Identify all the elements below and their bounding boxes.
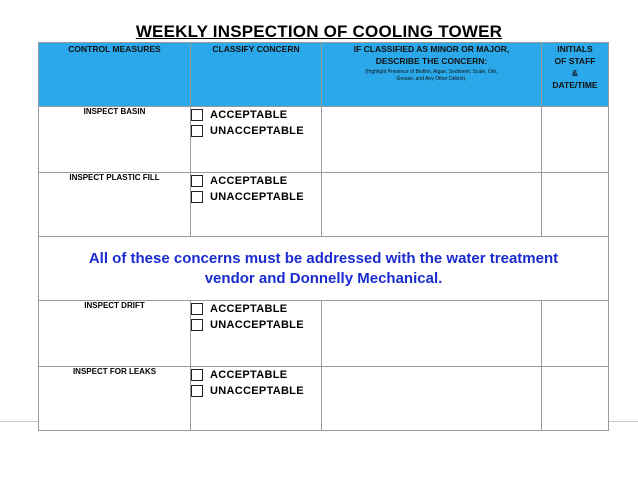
unacceptable-label: UNACCEPTABLE (210, 319, 304, 331)
unacceptable-checkbox[interactable] (191, 319, 203, 331)
inspection-row (39, 367, 609, 431)
inspection-row (39, 301, 609, 367)
acceptable-label: ACCEPTABLE (210, 303, 288, 315)
describe-hint-line2: Grease, and Any Other Debris). (396, 76, 467, 82)
acceptable-label: ACCEPTABLE (210, 175, 288, 187)
classify-cell (191, 301, 322, 367)
acceptable-option[interactable] (191, 367, 321, 383)
inspection-row (39, 107, 609, 173)
unacceptable-checkbox[interactable] (191, 191, 203, 203)
row-label-basin: INSPECT BASIN (39, 107, 191, 173)
initials-header-line3: & (571, 68, 579, 78)
classify-cell (191, 173, 322, 237)
row-label-plastic-fill: INSPECT PLASTIC FILL (39, 173, 191, 237)
row-label-leaks: INSPECT FOR LEAKS (39, 367, 191, 431)
describe-concern-cell[interactable] (322, 367, 542, 431)
acceptable-checkbox[interactable] (191, 175, 203, 187)
inspection-table (38, 42, 609, 431)
acceptable-checkbox[interactable] (191, 303, 203, 315)
classify-concern-header: CLASSIFY CONCERN (191, 43, 322, 107)
unacceptable-option[interactable] (191, 123, 321, 139)
notice-line1: All of these concerns must be addressed with the water treatment (88, 249, 559, 267)
row-label-drift: INSPECT DRIFT (39, 301, 191, 367)
acceptable-label: ACCEPTABLE (210, 109, 288, 121)
unacceptable-label: UNACCEPTABLE (210, 125, 304, 137)
initials-header-line2: OF STAFF (554, 56, 596, 66)
unacceptable-label: UNACCEPTABLE (210, 191, 304, 203)
acceptable-option[interactable] (191, 173, 321, 189)
unacceptable-option[interactable] (191, 383, 321, 399)
notice-text (39, 237, 609, 301)
acceptable-label: ACCEPTABLE (210, 369, 288, 381)
describe-concern-header (322, 43, 542, 107)
inspection-row (39, 173, 609, 237)
acceptable-option[interactable] (191, 107, 321, 123)
describe-hint (322, 69, 541, 83)
unacceptable-checkbox[interactable] (191, 385, 203, 397)
header-row (39, 43, 609, 107)
page-divider-left (0, 421, 38, 422)
control-measures-header: CONTROL MEASURES (39, 43, 191, 107)
describe-concern-cell[interactable] (322, 107, 542, 173)
notice-row (39, 237, 609, 301)
describe-header-line2: DESCRIBE THE CONCERN: (375, 56, 488, 66)
acceptable-checkbox[interactable] (191, 369, 203, 381)
initials-cell[interactable] (542, 107, 609, 173)
initials-cell[interactable] (542, 301, 609, 367)
initials-header-line4: DATE/TIME (552, 80, 598, 90)
describe-concern-cell[interactable] (322, 301, 542, 367)
unacceptable-checkbox[interactable] (191, 125, 203, 137)
form-title: WEEKLY INSPECTION OF COOLING TOWER (135, 22, 503, 41)
notice-line2: vendor and Donnelly Mechanical. (204, 269, 443, 287)
describe-concern-cell[interactable] (322, 173, 542, 237)
describe-hint-line1: (Highlight Presence of Biofilm, Algae, Sediment, Scale, Oils, (365, 69, 498, 75)
unacceptable-option[interactable] (191, 189, 321, 205)
acceptable-checkbox[interactable] (191, 109, 203, 121)
unacceptable-option[interactable] (191, 317, 321, 333)
initials-cell[interactable] (542, 173, 609, 237)
describe-header-line1: IF CLASSIFIED AS MINOR OR MAJOR, (353, 44, 510, 54)
classify-cell (191, 107, 322, 173)
initials-cell[interactable] (542, 367, 609, 431)
initials-header-line1: INITIALS (557, 44, 593, 54)
unacceptable-label: UNACCEPTABLE (210, 385, 304, 397)
acceptable-option[interactable] (191, 301, 321, 317)
page-divider-right (608, 421, 638, 422)
classify-cell (191, 367, 322, 431)
initials-header (542, 43, 609, 107)
